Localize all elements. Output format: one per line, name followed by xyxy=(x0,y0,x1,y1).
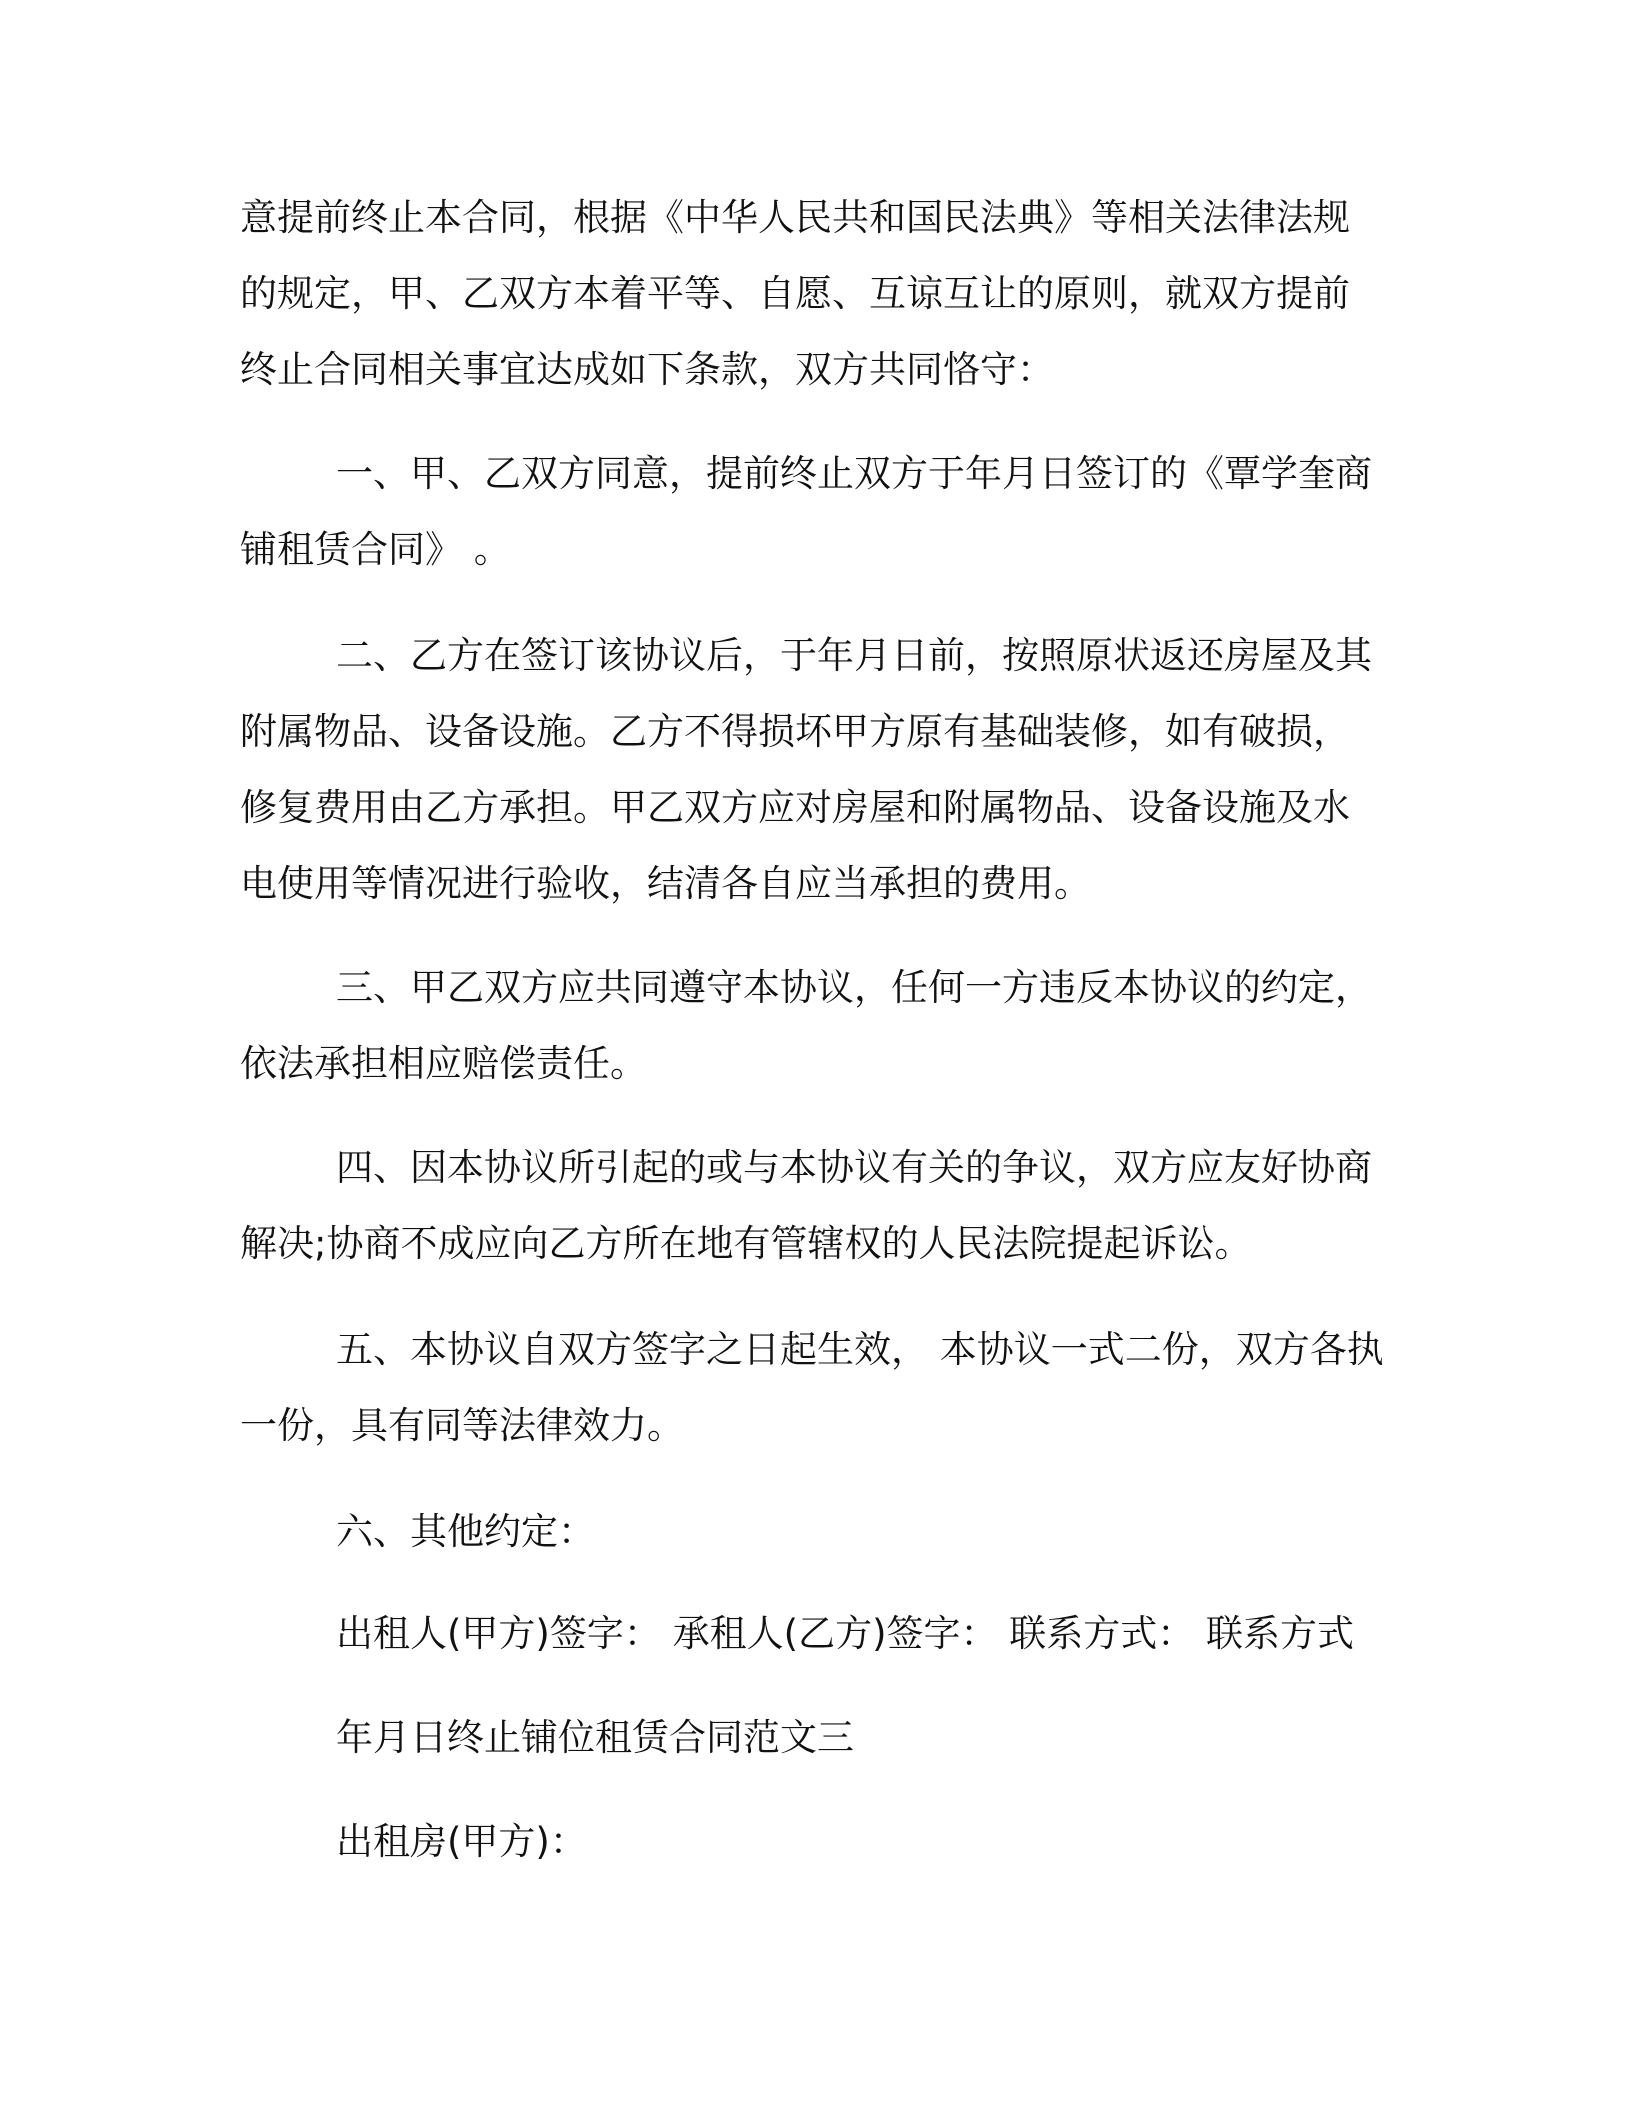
clause-4-line-2: 解决;协商不成应向乙方所在地有管辖权的人民法院提起诉讼。 xyxy=(240,1222,1252,1265)
clause-1-line-1: 一、甲、乙双方同意，提前终止双方于年月日签订的《覃学奎商 xyxy=(336,452,1372,495)
clause-2-line-1: 二、乙方在签订该协议后，于年月日前，按照原状返还房屋及其 xyxy=(336,634,1372,677)
section-heading-line: 年月日终止铺位租赁合同范文三 xyxy=(336,1716,854,1759)
clause-5-line-2: 一份，具有同等法律效力。 xyxy=(240,1404,684,1447)
clause-6-line: 六、其他约定： xyxy=(336,1510,595,1553)
clause-5-line-1: 五、本协议自双方签字之日起生效， 本协议一式二份，双方各执 xyxy=(336,1328,1384,1371)
clause-3-line-1: 三、甲乙双方应共同遵守本协议，任何一方违反本协议的约定， xyxy=(336,966,1372,1009)
clause-3-line-2: 依法承担相应赔偿责任。 xyxy=(240,1042,647,1085)
clause-1-line-2: 铺租赁合同》 。 xyxy=(240,528,511,571)
clause-2-line-2: 附属物品、设备设施。乙方不得损坏甲方原有基础装修，如有破损， xyxy=(240,710,1350,753)
signature-line: 出租人(甲方)签字： 承租人(乙方)签字： 联系方式： 联系方式 xyxy=(336,1612,1355,1655)
clause-4-line-1: 四、因本协议所引起的或与本协议有关的争议，双方应友好协商 xyxy=(336,1146,1372,1189)
lessor-line: 出租房(甲方)： xyxy=(336,1820,587,1863)
paragraph-intro-line-3: 终止合同相关事宜达成如下条款，双方共同恪守： xyxy=(240,348,1054,391)
paragraph-intro-line-1: 意提前终止本合同，根据《中华人民共和国民法典》等相关法律法规 xyxy=(240,196,1350,239)
clause-2-line-3: 修复费用由乙方承担。甲乙双方应对房屋和附属物品、设备设施及水 xyxy=(240,786,1350,829)
paragraph-intro-line-2: 的规定，甲、乙双方本着平等、自愿、互谅互让的原则，就双方提前 xyxy=(240,272,1350,315)
clause-2-line-4: 电使用等情况进行验收，结清各自应当承担的费用。 xyxy=(240,862,1091,905)
